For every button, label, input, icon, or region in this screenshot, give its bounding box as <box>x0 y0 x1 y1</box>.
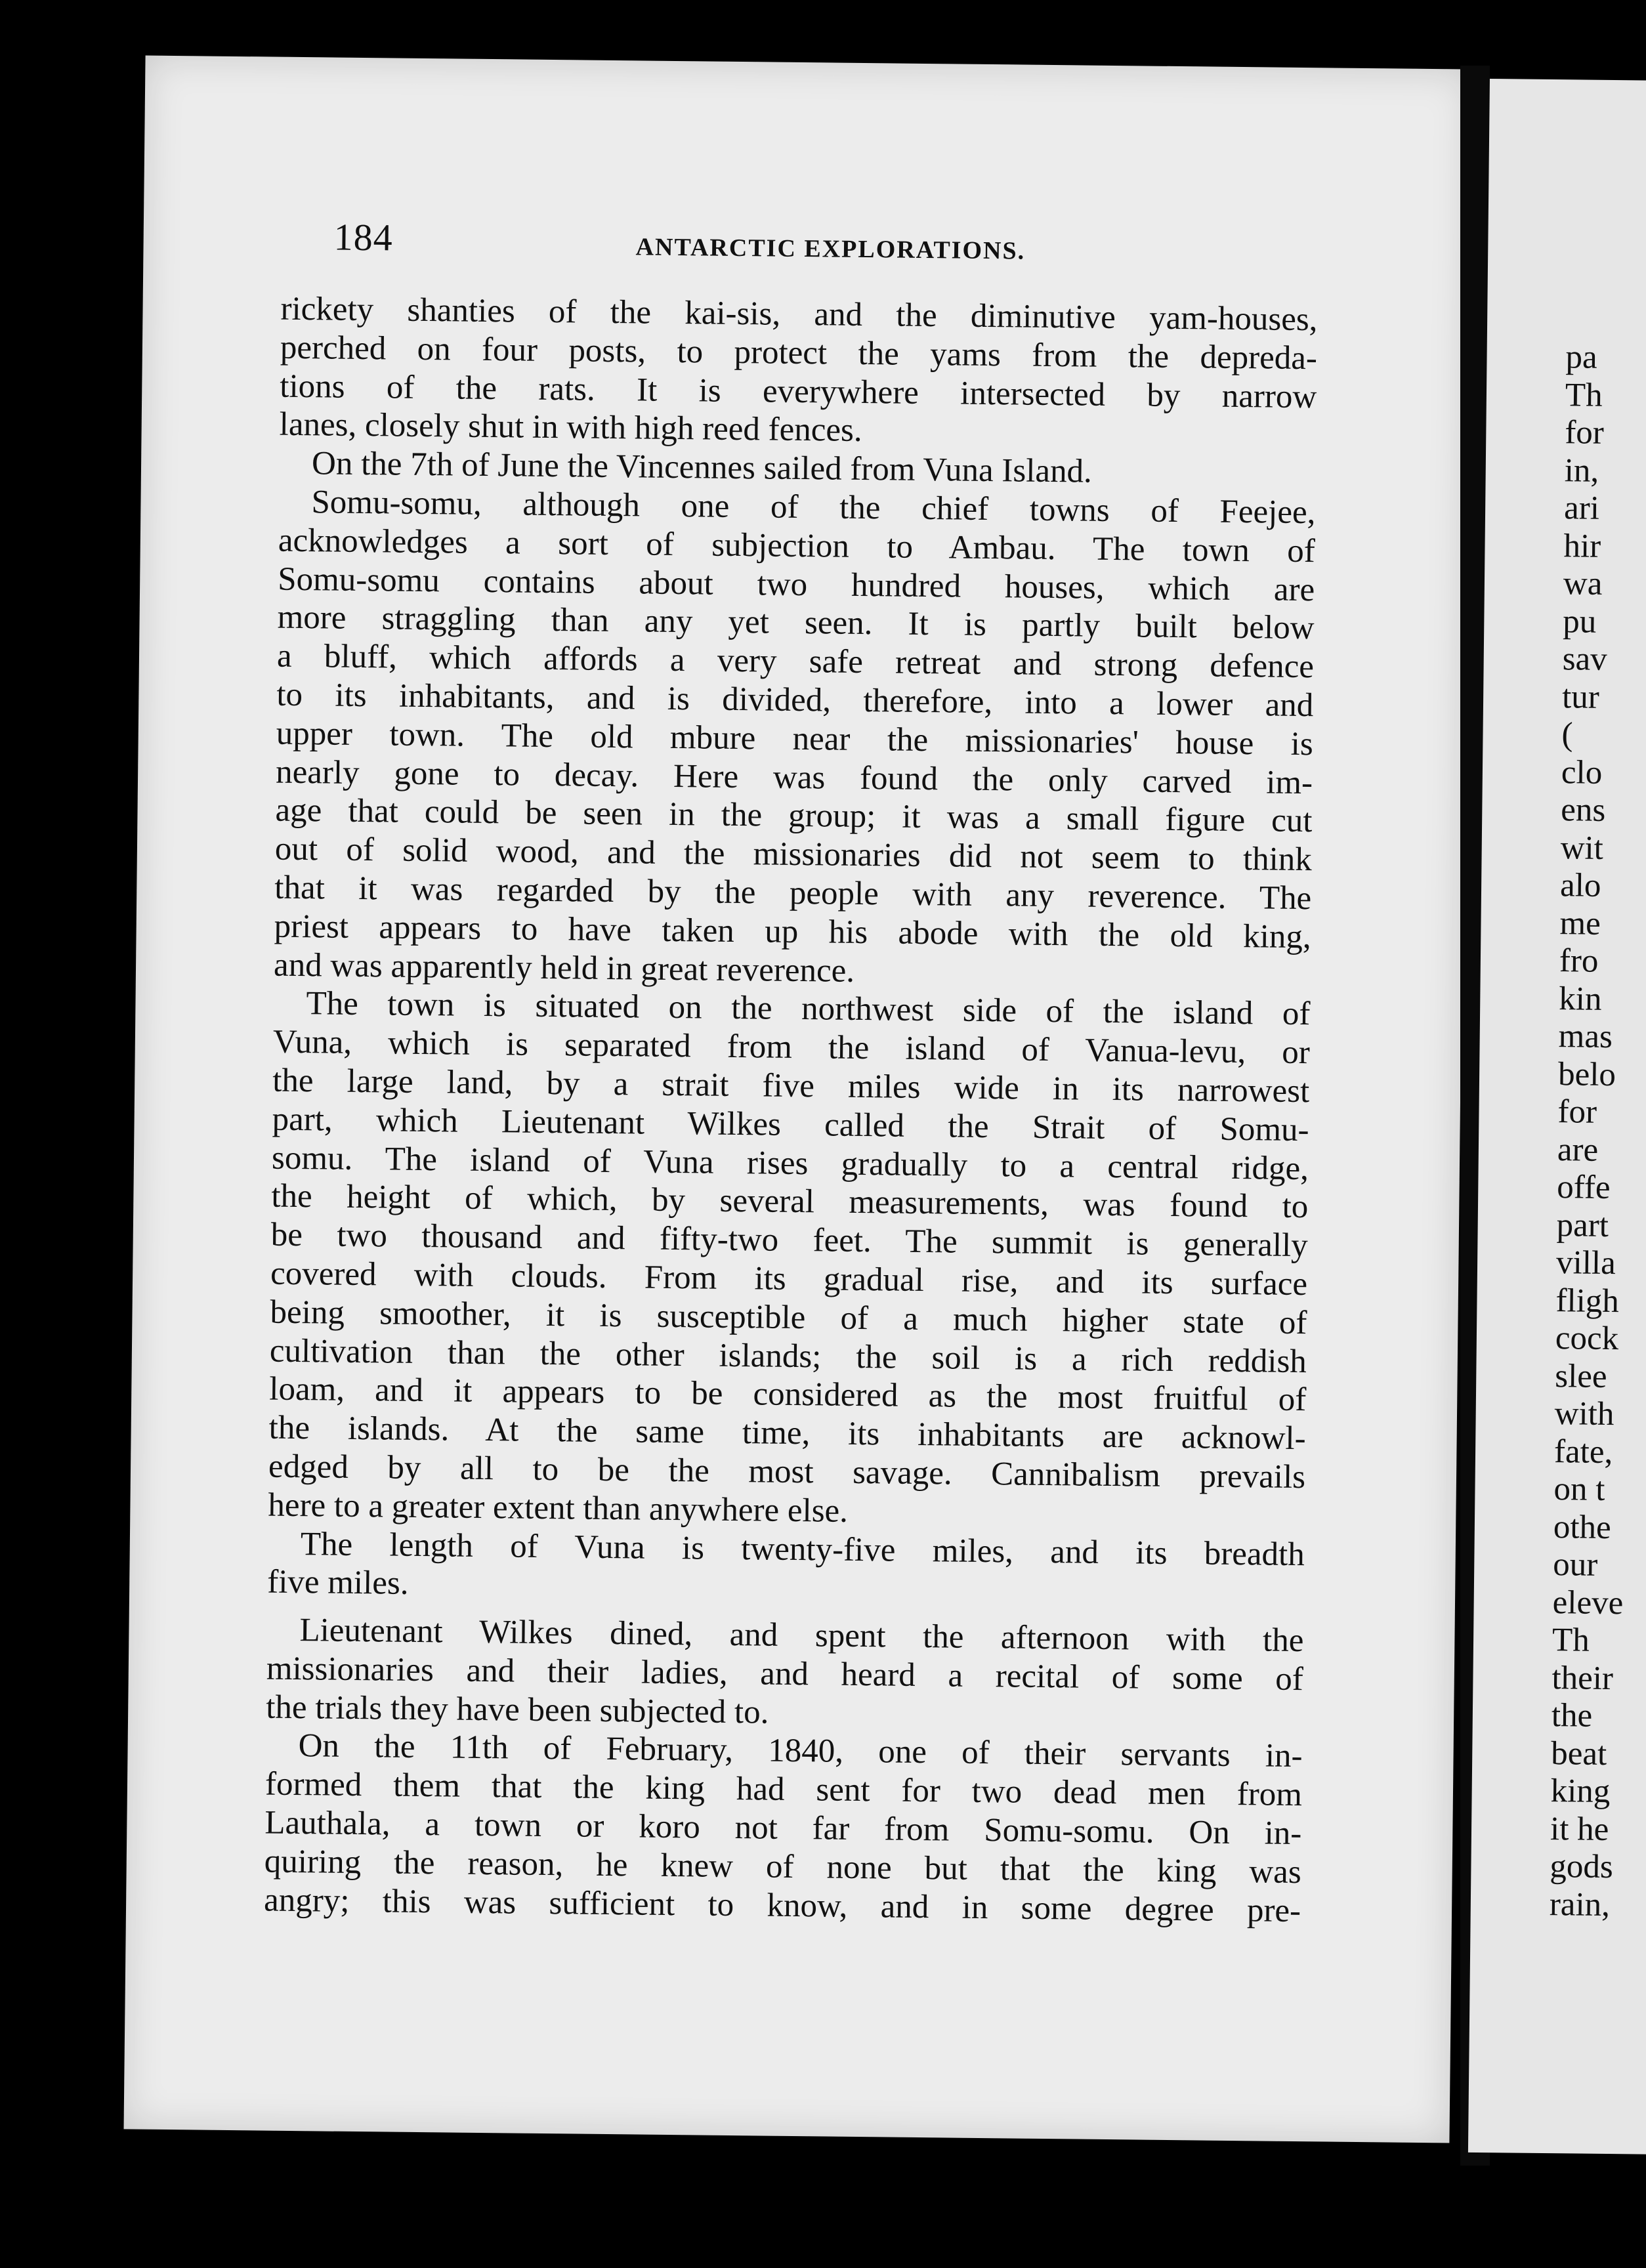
text-line: upper town. The old mbure near the missionaries' house is <box>276 715 1314 763</box>
page-number: 184 <box>333 215 394 259</box>
facing-text-line: pu <box>1563 602 1597 640</box>
facing-text-line: kin <box>1559 980 1602 1018</box>
facing-text-line: ens <box>1561 791 1606 829</box>
facing-page-text <box>1550 339 1637 1924</box>
facing-text-line: eleve <box>1552 1584 1624 1622</box>
running-head <box>333 215 1253 304</box>
facing-text-line: for <box>1565 414 1605 452</box>
facing-text-line: king <box>1550 1773 1611 1811</box>
facing-text-line: hir <box>1563 527 1601 565</box>
facing-text-line: me <box>1559 904 1601 942</box>
text-line: more straggling than any yet seen. It is partly built below <box>277 599 1315 647</box>
facing-text-line: fate, <box>1553 1433 1613 1471</box>
facing-text-line: Th <box>1565 376 1603 414</box>
facing-text-line: fligh <box>1555 1282 1620 1320</box>
body-text <box>264 290 1318 1931</box>
text-line: part, which Lieutenant Wilkes called the Strait of Somu- <box>272 1101 1309 1148</box>
facing-text-line: gods <box>1550 1848 1614 1886</box>
text-line: the large land, by a strait five miles wide in its narrowest <box>272 1062 1310 1110</box>
text-line: On the 7th of June the Vincennes sailed from Vuna Island. <box>311 445 1093 490</box>
text-line: the trials they have been subjected to. <box>265 1689 769 1731</box>
text-line: perched on four posts, to protect the yams from the depreda- <box>280 329 1318 377</box>
facing-text-line: ari <box>1563 490 1600 527</box>
facing-text-line: belo <box>1557 1055 1616 1093</box>
text-line: loam, and it appears to be considered as the most fruitful of <box>269 1370 1307 1419</box>
facing-text-line: for <box>1557 1093 1597 1131</box>
text-line: to its inhabitants, and is divided, therefore, into a lower and <box>276 676 1314 724</box>
text-line: a bluff, which affords a very safe retreat and strong defence <box>276 637 1315 686</box>
text-line: angry; this was sufficient to know, and in some degree pre- <box>263 1881 1301 1929</box>
facing-text-line: clo <box>1561 753 1603 791</box>
facing-text-line: wa <box>1563 565 1603 602</box>
facing-text-line: villa <box>1555 1244 1616 1282</box>
text-line: be two thousand and fifty-two feet. The summit is generally <box>270 1216 1308 1265</box>
facing-text-line: on t <box>1553 1471 1605 1508</box>
text-line: cultivation than the other islands; the soil is a rich reddish <box>269 1332 1307 1380</box>
text-line: rickety shanties of the kai-sis, and the diminutive yam-houses, <box>280 290 1318 339</box>
text-line: acknowledges a sort of subjection to Ambau. The town of <box>278 522 1316 570</box>
facing-text-line: beat <box>1550 1734 1607 1773</box>
text-line: and was apparently held in great reverence. <box>273 946 855 990</box>
facing-text-line: Th <box>1551 1622 1590 1659</box>
text-line: here to a greater extent than anywhere else. <box>268 1486 849 1530</box>
text-line: age that could be seen in the group; it was a small figure cut <box>275 792 1313 840</box>
text-line: five miles. <box>266 1563 409 1603</box>
text-line: edged by all to be the most savage. Cannibalism prevails <box>268 1448 1306 1496</box>
facing-text-line: it he <box>1550 1810 1609 1848</box>
facing-text-line: in, <box>1564 452 1599 490</box>
text-line: priest appears to have taken up his abode with the old king, <box>274 908 1311 956</box>
text-line: formed them that the king had sent for two dead men from <box>264 1765 1303 1814</box>
facing-text-line: mas <box>1558 1018 1613 1056</box>
text-line: Somu-somu contains about two hundred houses, which are <box>277 560 1315 608</box>
text-line: Vuna, which is separated from the island of Vanua-levu, or <box>272 1023 1311 1072</box>
facing-text-line: tur <box>1561 678 1600 716</box>
facing-text-line: pa <box>1565 339 1597 376</box>
facing-text-line: are <box>1557 1131 1599 1169</box>
facing-text-line: offe <box>1557 1169 1611 1207</box>
text-line: somu. The island of Vuna rises gradually to a central ridge, <box>271 1139 1309 1187</box>
text-line: lanes, closely shut in with high reed fences. <box>279 406 862 450</box>
text-line: the islands. At the same time, its inhabitants are acknowl- <box>268 1409 1306 1458</box>
text-line: Lieutenant Wilkes dined, and spent the afternoon with the <box>299 1612 1304 1660</box>
facing-text-line: alo <box>1559 867 1601 904</box>
running-title: ANTARCTIC EXPLORATIONS. <box>635 233 1026 265</box>
text-line: tions of the rats. It is everywhere intersected by narrow <box>280 368 1317 415</box>
facing-text-line: sav <box>1562 640 1608 678</box>
text-line: that it was regarded by the people with any reverence. The <box>274 869 1312 917</box>
book-page <box>124 56 1471 2143</box>
text-line: being smoother, it is susceptible of a much higher state of <box>270 1293 1307 1341</box>
facing-text-line: cock <box>1555 1320 1619 1358</box>
text-line: The town is situated on the northwest side of the island of <box>306 985 1311 1033</box>
text-line: nearly gone to decay. Here was found the only carved im- <box>275 753 1313 801</box>
text-line: quiring the reason, he knew of none but that the king was <box>264 1843 1301 1891</box>
text-line: covered with clouds. From its gradual rise, and its surface <box>270 1255 1308 1303</box>
text-line: out of solid wood, and the missionaries did not seem to think <box>274 830 1313 879</box>
facing-text-line: slee <box>1555 1357 1607 1395</box>
facing-text-line: the <box>1551 1697 1593 1734</box>
text-line: the height of which, by several measurements, was found to <box>271 1177 1309 1226</box>
text-line: Somu-somu, although one of the chief towns of Feejee, <box>311 484 1316 532</box>
facing-text-line: part <box>1556 1206 1609 1244</box>
facing-text-line: fro <box>1559 942 1599 980</box>
text-line: The length of Vuna is twenty-five miles, and its breadth <box>300 1525 1305 1573</box>
facing-text-line: rain, <box>1549 1885 1611 1923</box>
facing-text-line: their <box>1551 1659 1614 1697</box>
facing-text-line: ( <box>1561 716 1573 753</box>
facing-text-line: wit <box>1560 829 1604 867</box>
facing-text-line: with <box>1554 1395 1614 1433</box>
text-line: Lauthala, a town or koro not far from Somu-somu. On in- <box>264 1804 1302 1853</box>
facing-text-line: our <box>1553 1546 1598 1584</box>
facing-page <box>1468 79 1646 2154</box>
facing-text-line: othe <box>1553 1508 1611 1546</box>
text-line: missionaries and their ladies, and heard a recital of some of <box>266 1650 1304 1698</box>
text-line: On the 11th of February, 1840, one of their servants in- <box>298 1727 1303 1775</box>
